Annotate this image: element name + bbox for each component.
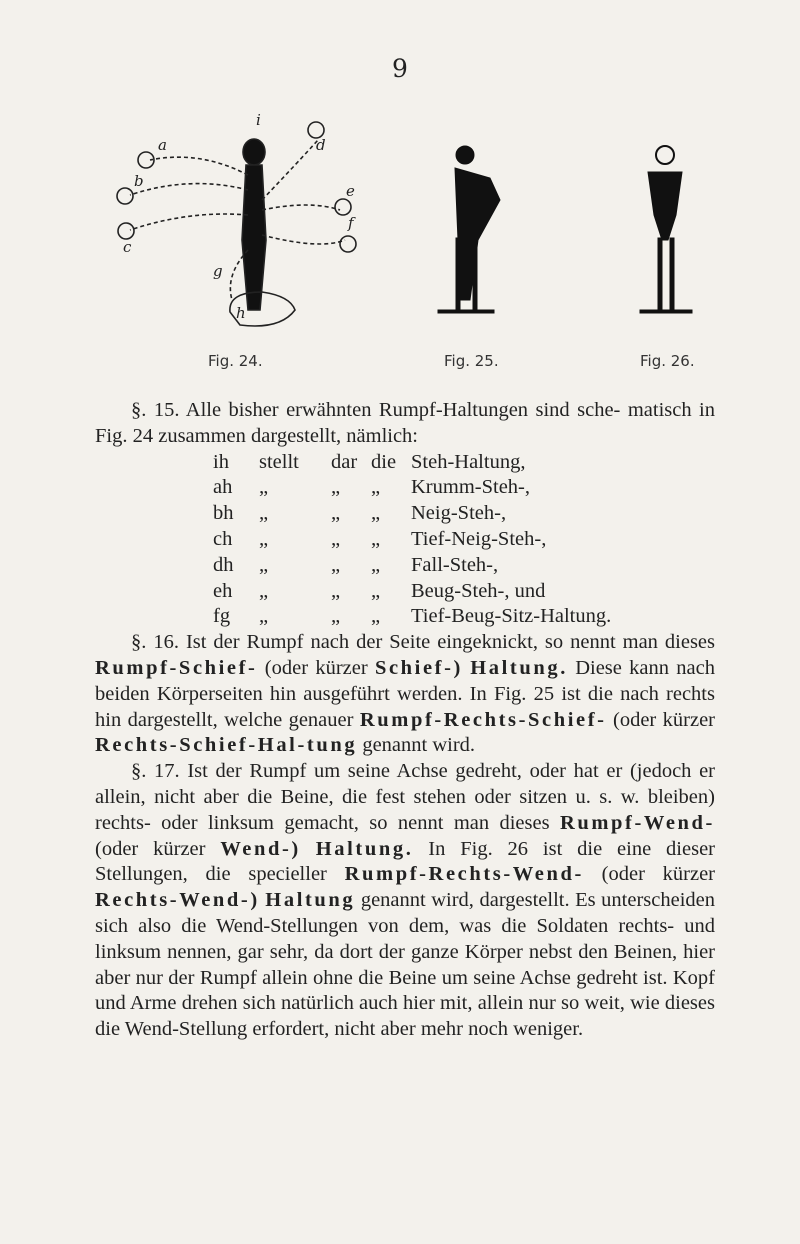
letter-e: e <box>346 182 355 200</box>
term-haltung-3: Haltung <box>265 889 356 912</box>
fig-26-drawing <box>640 146 692 313</box>
term-rumpf-rechts-wend: Rumpf-Rechts-Wend- <box>344 863 584 886</box>
letter-g: g <box>213 262 223 280</box>
letter-i: i <box>256 111 261 129</box>
section-16-number: §. 16. <box>131 631 179 654</box>
list-item: eh „ „ „ Beug-Steh-, und <box>213 579 546 602</box>
section-17: §. 17. Ist der Rumpf um seine Achse gedreht, oder hat er (jedoch er allein, nicht aber die Beine, die fest stehen oder sitzen u. s. w. bleiben) rechts- oder linksum gemacht, so nennt man dieses Rumpf-Wend- (oder kürzer Wend-) Haltung. In Fig. 26 ist die eine dieser Stellungen, die specieller Rumpf-Rechts-Wend- (oder kürzer Rechts-Wend-) Haltung genannt wird, dargestellt. Es unterscheiden sich also die Wend-Stellungen von dem, was die Soldaten rechts- und linksum nennen, gar sehr, da dort der ganze Körper nebst den Beinen, hier aber nur der Rumpf allein ohne die Beine um seine Achse gedreht ist. Kopf und Arme drehen sich natürlich auch hier mit, allein nur so weit, wie dieses die Wend-Stellung erfordert, nicht aber mehr noch weniger. <box>95 760 716 1041</box>
fig-25-caption: Fig. 25. <box>444 352 499 370</box>
letter-f: f <box>348 214 354 232</box>
section-16: §. 16. Ist der Rumpf nach der Seite eingeknickt, so nennt man dieses Rumpf-Schief- (oder kürzer Schief-) Haltung. Diese kann nach beiden Körperseiten hin ausgeführt werden. In Fig. 25 ist die nach rechts hin dargestellt, welche genauer Rumpf-Rechts-Schief- (oder kürzer Rechts-Schief-Hal-tung genannt wird. <box>95 631 716 757</box>
section-15-line1: Alle bisher erwähnten Rumpf-Haltungen sind sche- <box>185 399 621 421</box>
list-item: fg „ „ „ Tief-Beug-Sitz-Haltung. <box>213 605 612 628</box>
letter-a: a <box>158 136 167 154</box>
section-15-number: §. 15. <box>131 399 180 421</box>
fig-24-letters <box>123 111 356 322</box>
fig-24-caption: Fig. 24. <box>208 352 263 370</box>
letter-b: b <box>134 172 144 190</box>
term-rechts-wend: Rechts-Wend-) <box>95 889 260 912</box>
fig-26-caption: Fig. 26. <box>640 352 695 370</box>
term-haltung-2: Haltung. <box>315 837 414 860</box>
list-item: dh „ „ „ Fall-Steh-, <box>213 553 499 576</box>
term-haltung: Haltung. <box>470 656 568 679</box>
section-17-number: §. 17. <box>131 760 180 783</box>
list-item: ih stellt dar die Steh-Haltung, <box>213 450 526 473</box>
list-item: bh „ „ „ Neig-Steh-, <box>213 502 507 525</box>
posture-list <box>213 450 715 631</box>
letter-d: d <box>316 136 326 154</box>
term-rumpf-schief: Rumpf-Schief- <box>95 656 258 679</box>
figure-strip <box>0 0 800 370</box>
term-rumpf-rechts-schief: Rumpf-Rechts-Schief- <box>359 708 607 731</box>
section-15-line2: matisch in Fig. 24 zusammen dargestellt, nämlich: <box>95 399 716 447</box>
term-wend: Wend-) <box>220 837 301 860</box>
list-item: ch „ „ „ Tief-Neig-Steh-, <box>213 527 547 550</box>
term-rechts-schief-haltung: Rechts-Schief-Hal-tung <box>95 734 358 757</box>
term-schief: Schief-) <box>374 656 463 679</box>
letter-c: c <box>123 238 132 256</box>
term-rumpf-wend: Rumpf-Wend- <box>559 811 715 834</box>
figure-illustrations <box>0 0 800 330</box>
list-item: ah „ „ „ Krumm-Steh-, <box>213 476 530 499</box>
body-text <box>95 398 715 1043</box>
letter-h: h <box>236 304 246 322</box>
fig-25-drawing <box>438 146 500 313</box>
page-number: 9 <box>392 54 408 83</box>
section-15-intro <box>95 398 715 450</box>
